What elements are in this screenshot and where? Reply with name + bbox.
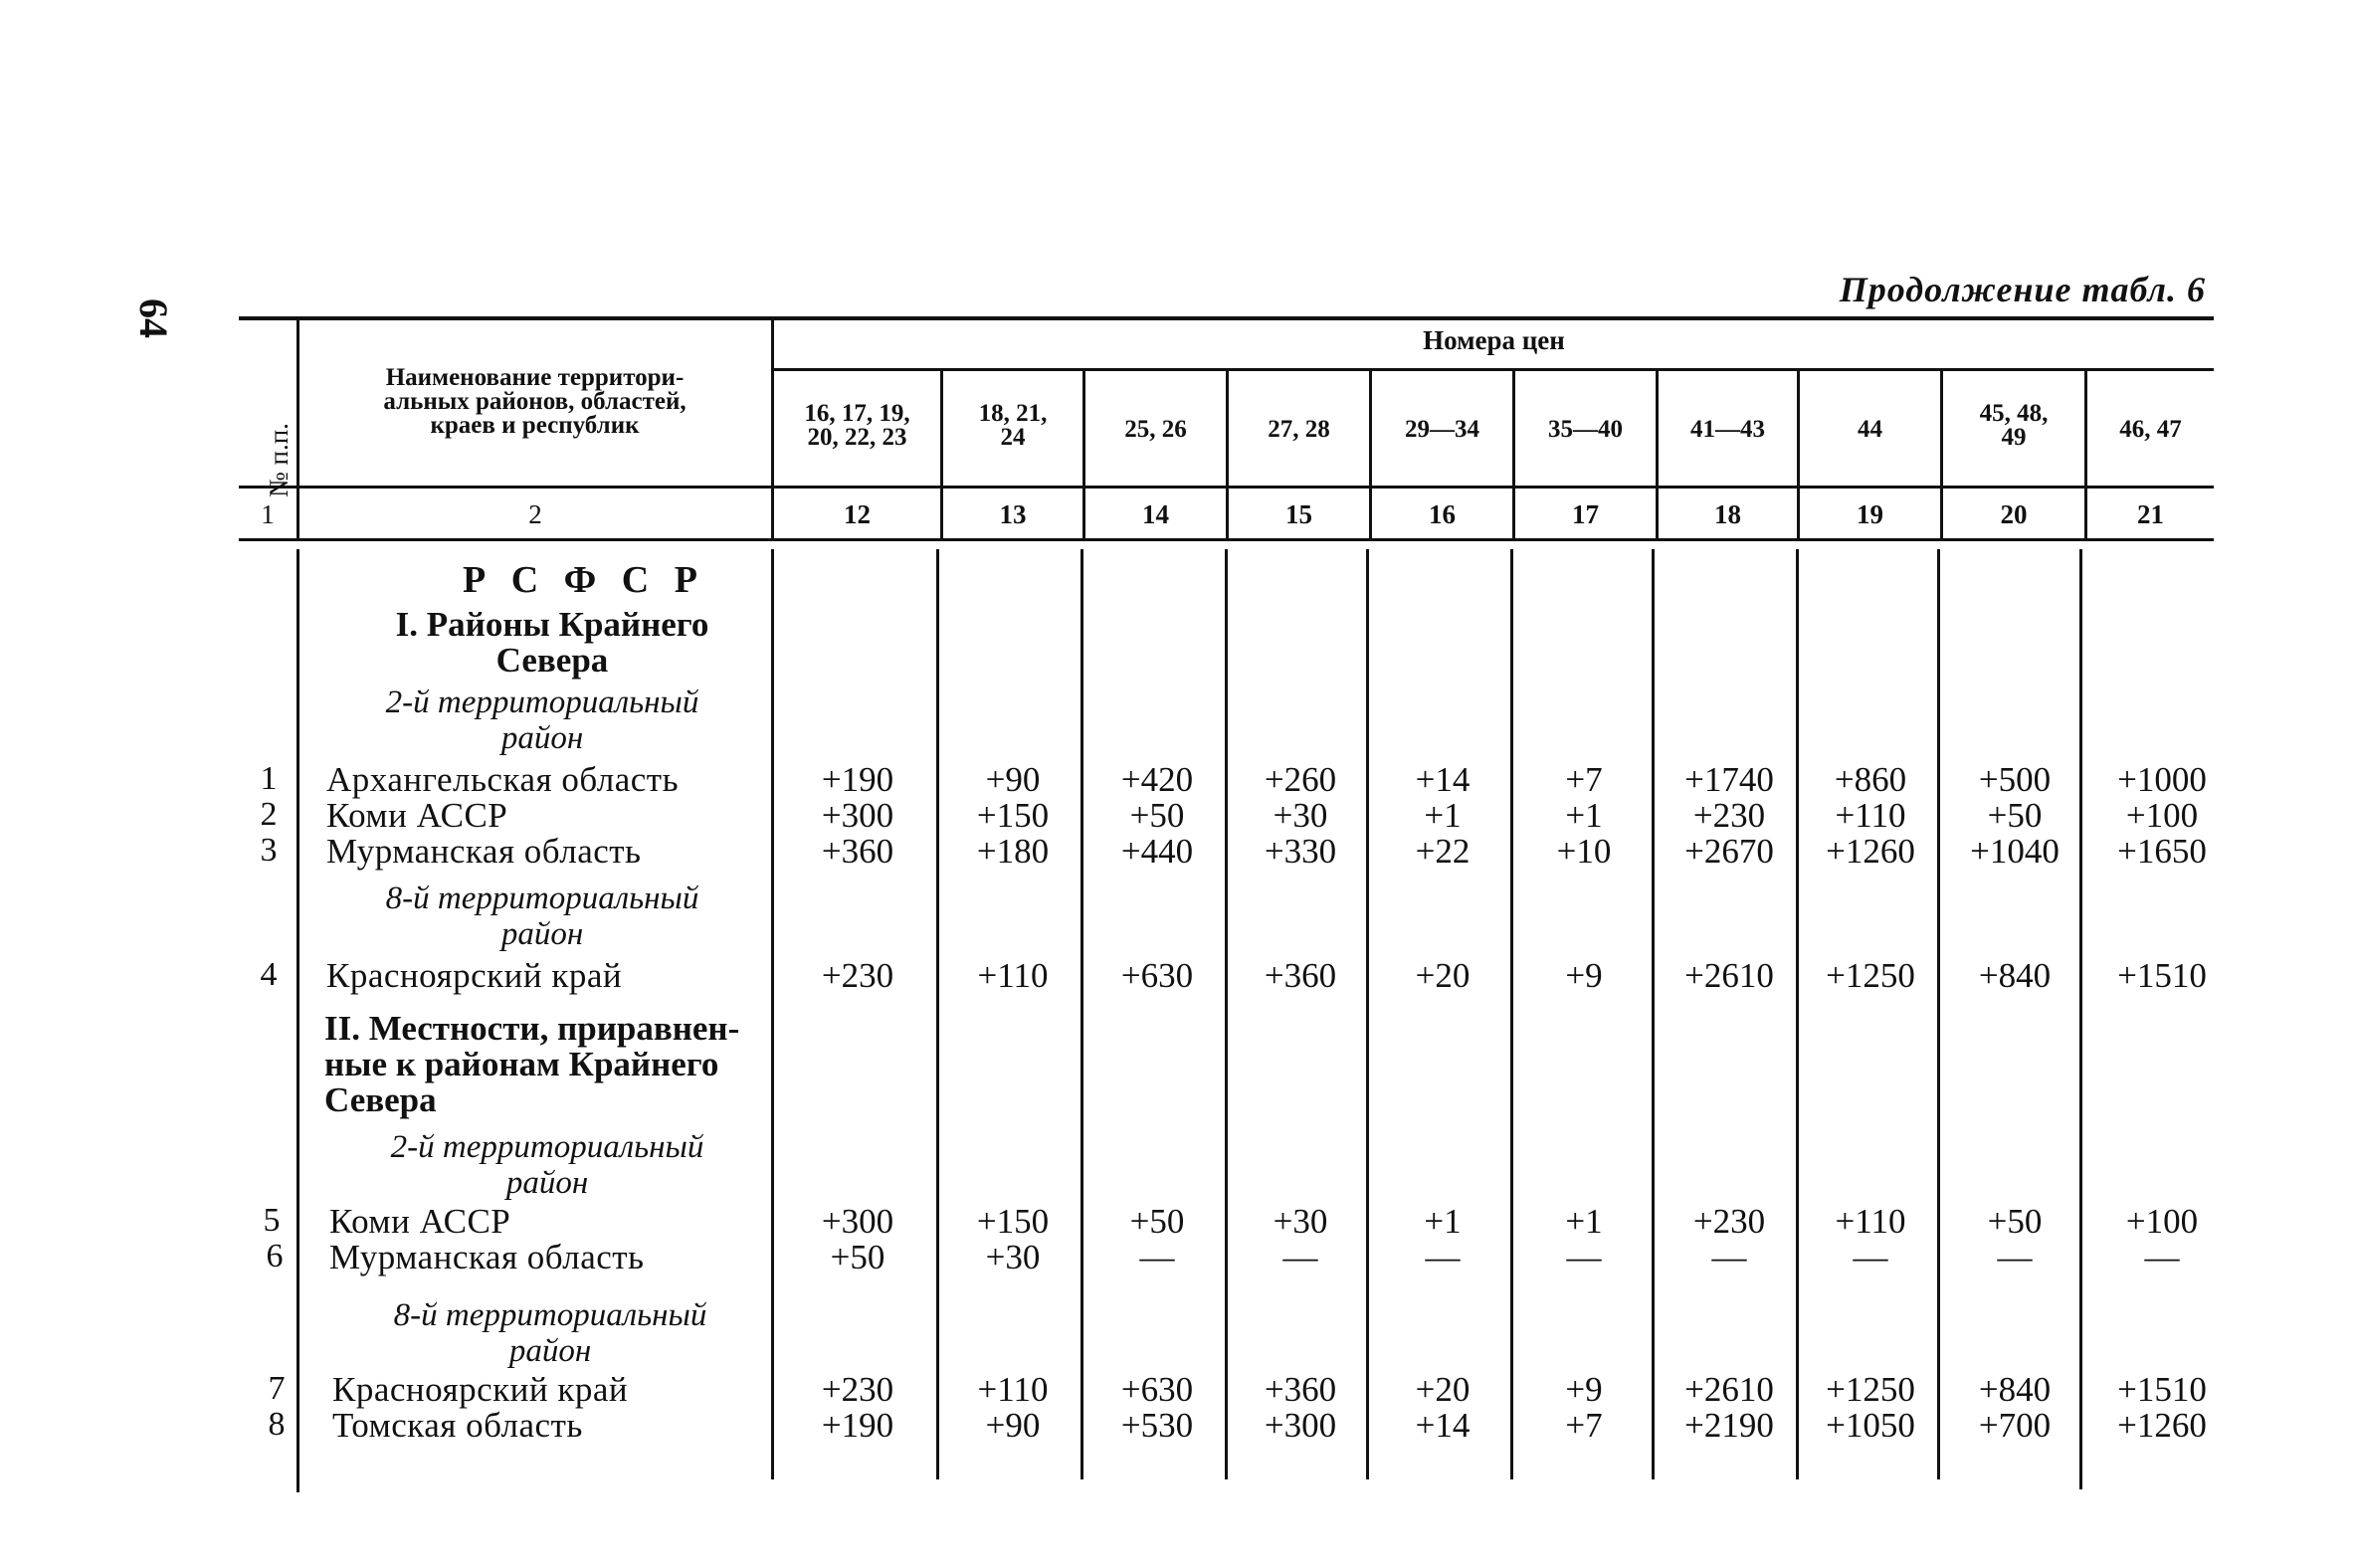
column-number: 21 — [2137, 499, 2164, 529]
price-cell: +440 — [1120, 832, 1194, 871]
price-cell: +300 — [821, 796, 894, 835]
price-col-header: 44 — [1858, 416, 1882, 443]
price-cell: +180 — [976, 832, 1050, 871]
price-col-header: 25, 26 — [1124, 416, 1187, 443]
price-cell: +630 — [1120, 956, 1194, 995]
price-cell: +1510 — [2117, 1370, 2207, 1409]
price-cell: +10 — [1556, 832, 1612, 871]
price-cell: +9 — [1565, 1370, 1603, 1409]
price-cell: +1 — [1424, 1202, 1462, 1241]
price-cell: +150 — [976, 796, 1050, 835]
region-name: Красноярский край — [326, 956, 623, 995]
col-divider — [1225, 549, 1228, 1479]
price-cell: +1250 — [1826, 1370, 1915, 1409]
price-cell: — — [1139, 1238, 1175, 1276]
price-cell: +150 — [976, 1202, 1050, 1241]
price-cell: +30 — [985, 1238, 1041, 1276]
price-cell: — — [1425, 1238, 1461, 1276]
table-top-border — [239, 316, 2214, 320]
price-cell: +20 — [1415, 956, 1471, 995]
col-divider — [1366, 549, 1369, 1479]
price-cell: +30 — [1273, 796, 1328, 835]
column-number: 18 — [1714, 499, 1741, 529]
region-name: Мурманская область — [326, 832, 642, 871]
column-number: 16 — [1429, 499, 1456, 529]
price-cell: +50 — [1987, 1202, 2043, 1241]
continuation-note: Продолжение табл. 6 — [1839, 270, 2206, 309]
price-cell: +30 — [1273, 1202, 1328, 1241]
column-number: 14 — [1142, 499, 1169, 529]
price-cell: +14 — [1415, 760, 1471, 799]
price-cell: +360 — [821, 832, 894, 871]
price-cell: — — [1566, 1238, 1602, 1276]
price-cell: +1740 — [1684, 760, 1774, 799]
price-cell: +1040 — [1970, 832, 2060, 871]
price-col-header: 35—40 — [1548, 416, 1623, 443]
col-divider — [1510, 549, 1513, 1479]
price-col-header: 16, 17, 19, 20, 22, 23 — [804, 400, 910, 451]
section-heading: II. Местности, приравнен- ные к районам Крайнего Севера — [324, 1009, 740, 1119]
column-number: 2 — [528, 499, 542, 529]
price-cell: +20 — [1415, 1370, 1471, 1409]
price-cell: +840 — [1978, 1370, 2052, 1409]
price-cell: +420 — [1120, 760, 1194, 799]
price-cell: +110 — [977, 956, 1049, 995]
price-cell: +230 — [821, 956, 894, 995]
row-number: 4 — [260, 956, 278, 993]
price-cell: +9 — [1565, 956, 1603, 995]
price-cell: — — [1711, 1238, 1747, 1276]
column-number: 1 — [261, 499, 275, 529]
price-cell: +260 — [1264, 760, 1337, 799]
price-col-header: 27, 28 — [1268, 416, 1330, 443]
region-name: Мурманская область — [329, 1238, 645, 1276]
price-cell: +700 — [1978, 1406, 2052, 1445]
row-number: 7 — [268, 1370, 286, 1407]
price-cell: +1 — [1424, 796, 1462, 835]
price-cell: +1 — [1565, 796, 1603, 835]
region-name: Томская область — [332, 1406, 583, 1445]
price-cell: +190 — [821, 760, 894, 799]
price-cell: +1510 — [2117, 956, 2207, 995]
region-name: Коми АССР — [326, 796, 508, 835]
price-cell: +100 — [2125, 796, 2199, 835]
price-cell: +1050 — [1826, 1406, 1915, 1445]
price-cell: +300 — [1264, 1406, 1337, 1445]
price-col-header: 29—34 — [1405, 416, 1479, 443]
row-number: 1 — [260, 760, 278, 797]
prices-group-header: Номера цен — [1423, 325, 1565, 355]
price-cell: +860 — [1834, 760, 1907, 799]
price-cell: — — [1997, 1238, 2033, 1276]
col-divider — [936, 549, 939, 1479]
price-cell: +110 — [977, 1370, 1049, 1409]
price-cell: — — [1282, 1238, 1318, 1276]
price-cell: +100 — [2125, 1202, 2199, 1241]
price-col-header: 46, 47 — [2119, 416, 2182, 443]
row-number-header: № п.п. — [264, 423, 294, 497]
price-cell: +2610 — [1684, 956, 1774, 995]
price-cell: +14 — [1415, 1406, 1471, 1445]
price-cell: +360 — [1264, 1370, 1337, 1409]
col-divider — [2079, 549, 2082, 1489]
price-cell: +50 — [830, 1238, 885, 1276]
price-cell: +50 — [1129, 796, 1185, 835]
price-cell: +190 — [821, 1406, 894, 1445]
subsection-heading: 2-й территориальный район — [390, 1129, 704, 1201]
row-number: 6 — [266, 1238, 284, 1274]
column-number: 12 — [844, 499, 871, 529]
region-name: Архангельская область — [326, 760, 680, 799]
price-cell: +840 — [1978, 956, 2052, 995]
column-number: 19 — [1857, 499, 1883, 529]
price-cell: +230 — [1692, 1202, 1766, 1241]
col-divider — [1080, 549, 1083, 1479]
col-divider — [1652, 549, 1655, 1479]
price-cell: +1 — [1565, 1202, 1603, 1241]
price-cell: +230 — [1692, 796, 1766, 835]
column-number: 20 — [2000, 499, 2028, 529]
price-cell: +1250 — [1826, 956, 1915, 995]
price-col-header: 45, 48, 49 — [1979, 400, 2049, 451]
row-number: 2 — [260, 796, 278, 833]
price-cell: +1260 — [2117, 1406, 2207, 1445]
page-number: 64 — [131, 298, 176, 338]
price-cell: +7 — [1565, 760, 1603, 799]
price-cell: +230 — [821, 1370, 894, 1409]
subsection-heading: 2-й территориальный район — [385, 685, 699, 756]
row-number: 3 — [260, 832, 278, 869]
price-cell: +300 — [821, 1202, 894, 1241]
col-divider — [296, 549, 299, 1492]
price-cell: +530 — [1120, 1406, 1194, 1445]
price-cell: +1650 — [2117, 832, 2207, 871]
price-cell: +330 — [1264, 832, 1337, 871]
price-cell: — — [1853, 1238, 1888, 1276]
region-name: Красноярский край — [332, 1370, 629, 1409]
price-cell: +110 — [1835, 796, 1906, 835]
price-col-header: 18, 21, 24 — [978, 400, 1048, 451]
price-cell: +2190 — [1684, 1406, 1774, 1445]
price-cell: +360 — [1264, 956, 1337, 995]
price-cell: +1260 — [1826, 832, 1915, 871]
col-divider — [1796, 549, 1799, 1479]
header-group-divider — [774, 368, 2214, 371]
price-cell: +500 — [1978, 760, 2052, 799]
country-heading: Р С Ф С Р — [463, 559, 705, 601]
price-cell: — — [2144, 1238, 2180, 1276]
price-cell: +90 — [985, 1406, 1041, 1445]
column-number: 17 — [1572, 499, 1599, 529]
subsection-heading: 8-й территориальный район — [393, 1297, 707, 1369]
price-cell: +2610 — [1684, 1370, 1774, 1409]
price-cell: +90 — [985, 760, 1041, 799]
subsection-heading: 8-й территориальный район — [385, 881, 699, 952]
column-number: 15 — [1285, 499, 1312, 529]
price-cell: +50 — [1129, 1202, 1185, 1241]
price-cell: +630 — [1120, 1370, 1194, 1409]
price-cell: +50 — [1987, 796, 2043, 835]
price-cell: +7 — [1565, 1406, 1603, 1445]
column-number: 13 — [999, 499, 1027, 529]
row-number: 5 — [263, 1202, 281, 1239]
price-cell: +1000 — [2117, 760, 2207, 799]
price-col-header: 41—43 — [1690, 416, 1765, 443]
price-cell: +22 — [1415, 832, 1471, 871]
price-cell: +2670 — [1684, 832, 1774, 871]
section-heading: I. Районы Крайнего Севера — [395, 605, 709, 680]
price-cell: +110 — [1835, 1202, 1906, 1241]
row-number: 8 — [268, 1406, 286, 1443]
col-divider — [1937, 549, 1940, 1479]
name-column-header: Наименование территори- альных районов, областей, краев и республик — [383, 364, 687, 439]
region-name: Коми АССР — [329, 1202, 511, 1241]
